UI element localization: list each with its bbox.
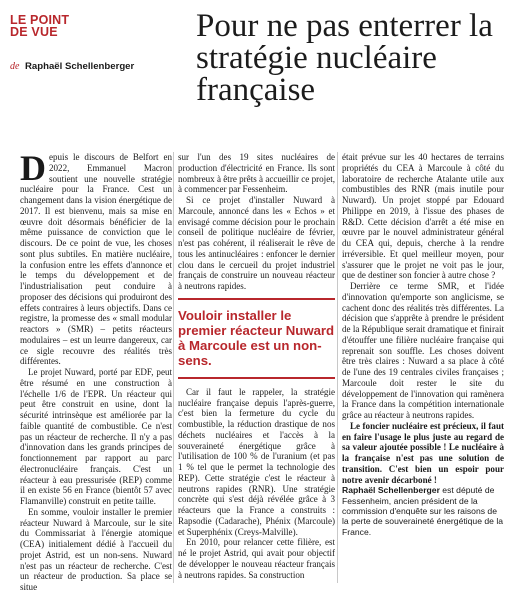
- rubric-line-1: LE POINT: [10, 13, 70, 27]
- article-paragraph: Si ce projet d'installer Nuward à Marcoule, annoncé dans les « Echos » et envisagé comme décision pour le prochain conseil de politique nucléaire de février, n'est pas cohérent, il réaliserait le rêve de tous les antinucléaires : enfoncer le dernier clou dans le cercueil du projet industriel français de construire un nouveau réacteur à neutrons rapides.: [178, 195, 335, 291]
- article-paragraph-bold: Le foncier nucléaire est précieux, il faut en faire l'usage le plus juste au regard de sa valeur ajoutée possible ! Le nucléaire à la française n'est pas une solution de transition. C'est bien un espoir pour notre avenir décarboné !: [342, 420, 504, 485]
- drop-cap: D: [20, 148, 46, 188]
- article-column-1: [20, 148, 172, 592]
- article-paragraph: En somme, vouloir installer le premier réacteur Nuward à Marcoule, sur le site du Commissariat à l'énergie atomique (CEA) initialement dédié à l'accueil du projet Astrid, est un non-sens. Nuward n'est pas un réacteur de recherche. C'est un réacteur de production. Sa place se situe: [20, 506, 172, 592]
- paragraph-text: epuis le discours de Belfort en 2022, Emmanuel Macron soutient une nouvelle stratégie nucléaire pour la France. Cest un changement dans la vision énergétique de 2017. Il est bienvenu, mais sa mise en œuvre doit désormais bénéficier de la même puissance de conviction que le discours. De ce point de vue, les choses sont plus subtiles. En matière nucléaire, la confusion entre les effets d'annonce et le temps du développement et de l'industrialisation peut conduire à proposer des décisions qui produiront des effets contraires à leurs objectifs. Dans ce registre, la promesse des « small modular reactors » (SMR) – petits réacteurs modulaires – est un leurre dangereux, car ce sigle recouvre des réalités très différentes.: [20, 152, 172, 367]
- article-paragraph: était prévue sur les 40 hectares de terrains propriétés du CEA à Marcoule à côté du laboratoire de recherche Atalante utile aux combustibles des RNR (mais inutile pour Nuward). Un projet stoppé par Edouard Philippe en 2019, à l'issue des phases de R&D. Cette décision d'arrêt a été mise en œuvre par le nouvel administrateur général du CEA qui, depuis, cherche à la rendre irréversible. Et quel meilleur moyen, pour s'assurer que le projet ne voit pas le jour, que de destiner son foncier à autre chose ?: [342, 152, 504, 281]
- article-paragraph: Le projet Nuward, porté par EDF, peut être résumé en une construction à l'échelle 1/6 de l'EPR. Un réacteur qui peut être construit en usine, dont la sécurité intrinsèque est améliorée par la faible quantité de combustible. Ce n'est pas un réacteur de recherche. Il n'y a pas d'innovation dans les grands principes de fonctionnement par rapport au parc électronucléaire français. C'est un réacteur à eau pressurisée (REP) comme il en existe 56 en France (bientôt 57 avec Flamanville) construit en petite taille.: [20, 367, 172, 506]
- headline: Pour ne pas enterrer la stratégie nucléaire française: [196, 8, 493, 108]
- column-divider: [337, 152, 338, 583]
- section-rubric: [10, 14, 80, 38]
- article-paragraph: sur l'un des 19 sites nucléaires de production d'électricité en France. Ils sont nombreux à être prêts à accueillir ce projet, à commencer par Fessenheim.: [178, 152, 335, 195]
- signature-text: est député de Fessenheim, ancien président de la commission d'enquête sur les raisons de la perte de souveraineté énergétique de la France.: [342, 485, 504, 537]
- byline: [10, 61, 134, 72]
- column-divider: [173, 152, 174, 583]
- article-column-2: [178, 152, 335, 583]
- signature-name: Raphaël Schellenberger: [342, 485, 440, 496]
- article-paragraph: Car il faut le rappeler, la stratégie nucléaire française depuis l'après-guerre, c'est bien la fermeture du cycle du combustible, la réduction drastique de nos déchets nucléaires et l'accès à la souveraineté énergétique grâce à l'utilisation de 100 % de l'uranium (et pas 1 % tel que le permet la technologie des REP). Cette stratégie c'est le réacteur à neutrons rapides (RNR). Une stratégie concrète qui s'est déjà révélée grâce à 3 réacteurs que la France a construits : Rapsodie (Cadarache), Phénix (Marcoule) et Superphénix (Creys-Malville).: [178, 386, 335, 537]
- byline-author: Raphaël Schellenberger: [24, 61, 135, 72]
- article-paragraph: Derrière ce terme SMR, et l'idée d'innovation qu'emporte son anglicisme, se cachent donc des réalités très différentes. La décision que s'apprête à prendre le président de la République serait dramatique et finirait d'étouffer une filière nucléaire française qui reprenait son souffle. Les choses doivent être très claires : Nuward a sa place à côté de l'une des 19 centrales civiles françaises ; Marcoule doit rester le site du développement de l'innovation qui ramènera la France dans la compétition internationale grâce au réacteur à neutrons rapides.: [342, 281, 504, 420]
- rubric-line-2: DE VUE: [10, 25, 58, 39]
- article-column-3: [342, 152, 504, 583]
- pull-quote: Vouloir installer le premier réacteur Nuward à Marcoule est un non-sens.: [178, 298, 335, 379]
- byline-prefix: de: [10, 61, 20, 72]
- author-signature: [342, 485, 504, 537]
- article-paragraph: [20, 148, 172, 367]
- article-paragraph: En 2010, pour relancer cette filière, est né le projet Astrid, qui avait pour objectif de développer le nouveau réacteur français à neutrons rapides. Sa construction: [178, 537, 335, 580]
